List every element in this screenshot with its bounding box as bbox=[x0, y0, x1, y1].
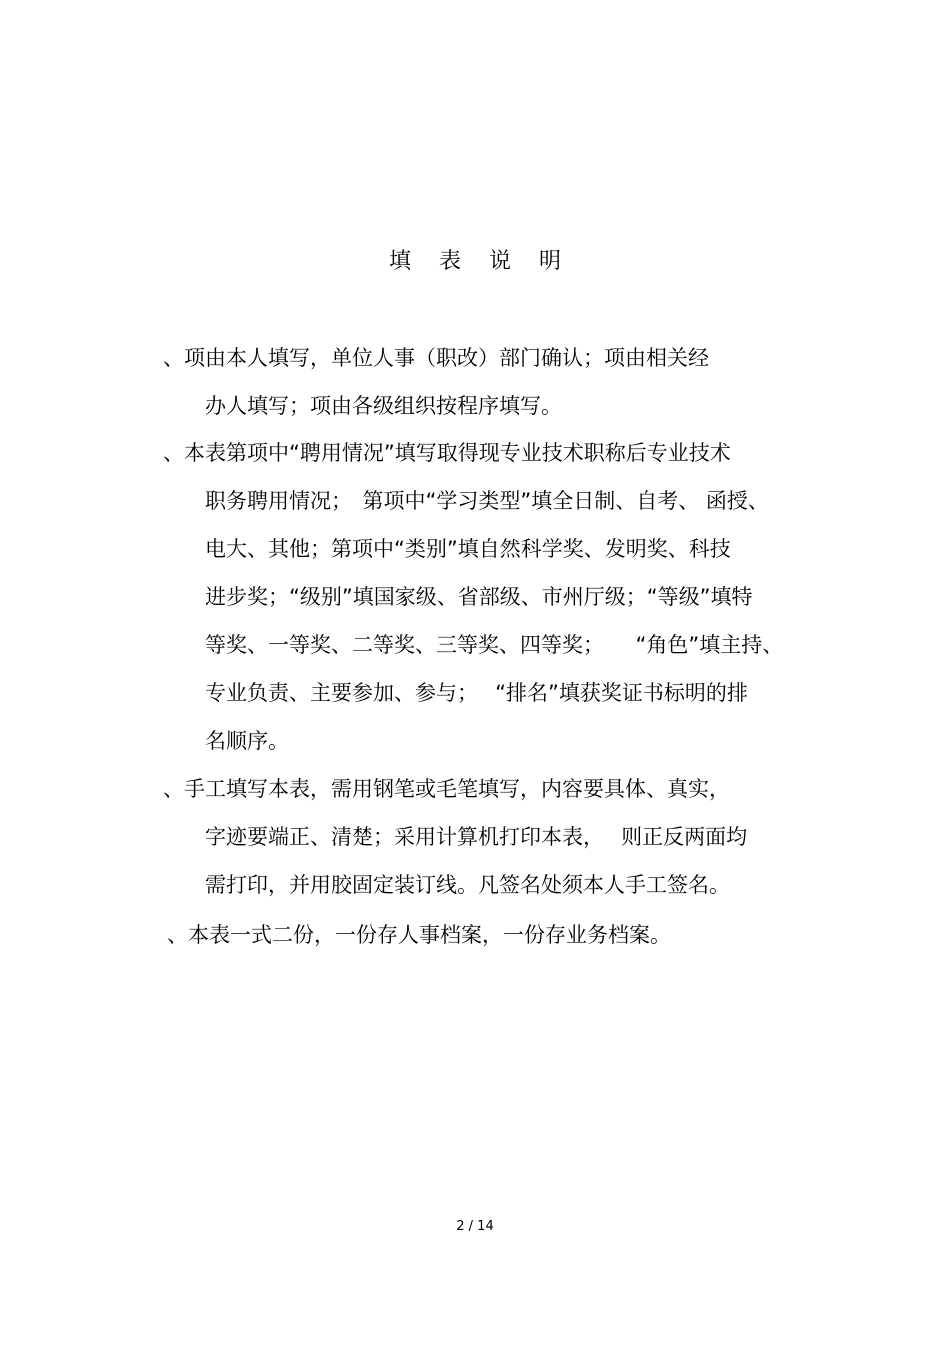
item-1-line-1: 、项由本人填写，单位人事（职改）部门确认；项由相关经 bbox=[163, 346, 709, 370]
item-2-line-3: 电大、其他；第项中“类别”填自然科学奖、发明奖、科技 bbox=[205, 537, 731, 561]
item-3-line-2: 字迹要端正、清楚；采用计算机打印本表， 则正反两面均 bbox=[205, 825, 748, 849]
item-1-line-2: 办人填写；项由各级组织按程序填写。 bbox=[205, 394, 562, 418]
item-2-line-1: 、本表第项中“聘用情况”填写取得现专业技术职称后专业技术 bbox=[163, 441, 731, 465]
item-2-line-4: 进步奖；“级别”填国家级、省部级、市州厅级；“等级”填特 bbox=[205, 585, 753, 609]
item-3-line-3: 需打印，并用胶固定装订线。凡签名处须本人手工签名。 bbox=[205, 873, 730, 897]
item-4-line-1: 、本表一式二份，一份存人事档案，一份存业务档案。 bbox=[167, 923, 671, 947]
page-title: 填表说明 bbox=[388, 249, 589, 274]
item-2-line-5: 等奖、一等奖、二等奖、三等奖、四等奖； “角色”填主持、 bbox=[205, 633, 784, 657]
page-number: 2 / 14 bbox=[456, 1219, 494, 1234]
item-2-line-7: 名顺序。 bbox=[205, 729, 289, 753]
item-2-line-2: 职务聘用情况； 第项中“学习类型”填全日制、自考、 函授、 bbox=[205, 489, 769, 513]
item-2-line-6: 专业负责、主要参加、参与； “排名”填获奖证书标明的排 bbox=[205, 681, 748, 705]
item-3-line-1: 、手工填写本表，需用钢笔或毛笔填写，内容要具体、真实， bbox=[163, 777, 730, 801]
